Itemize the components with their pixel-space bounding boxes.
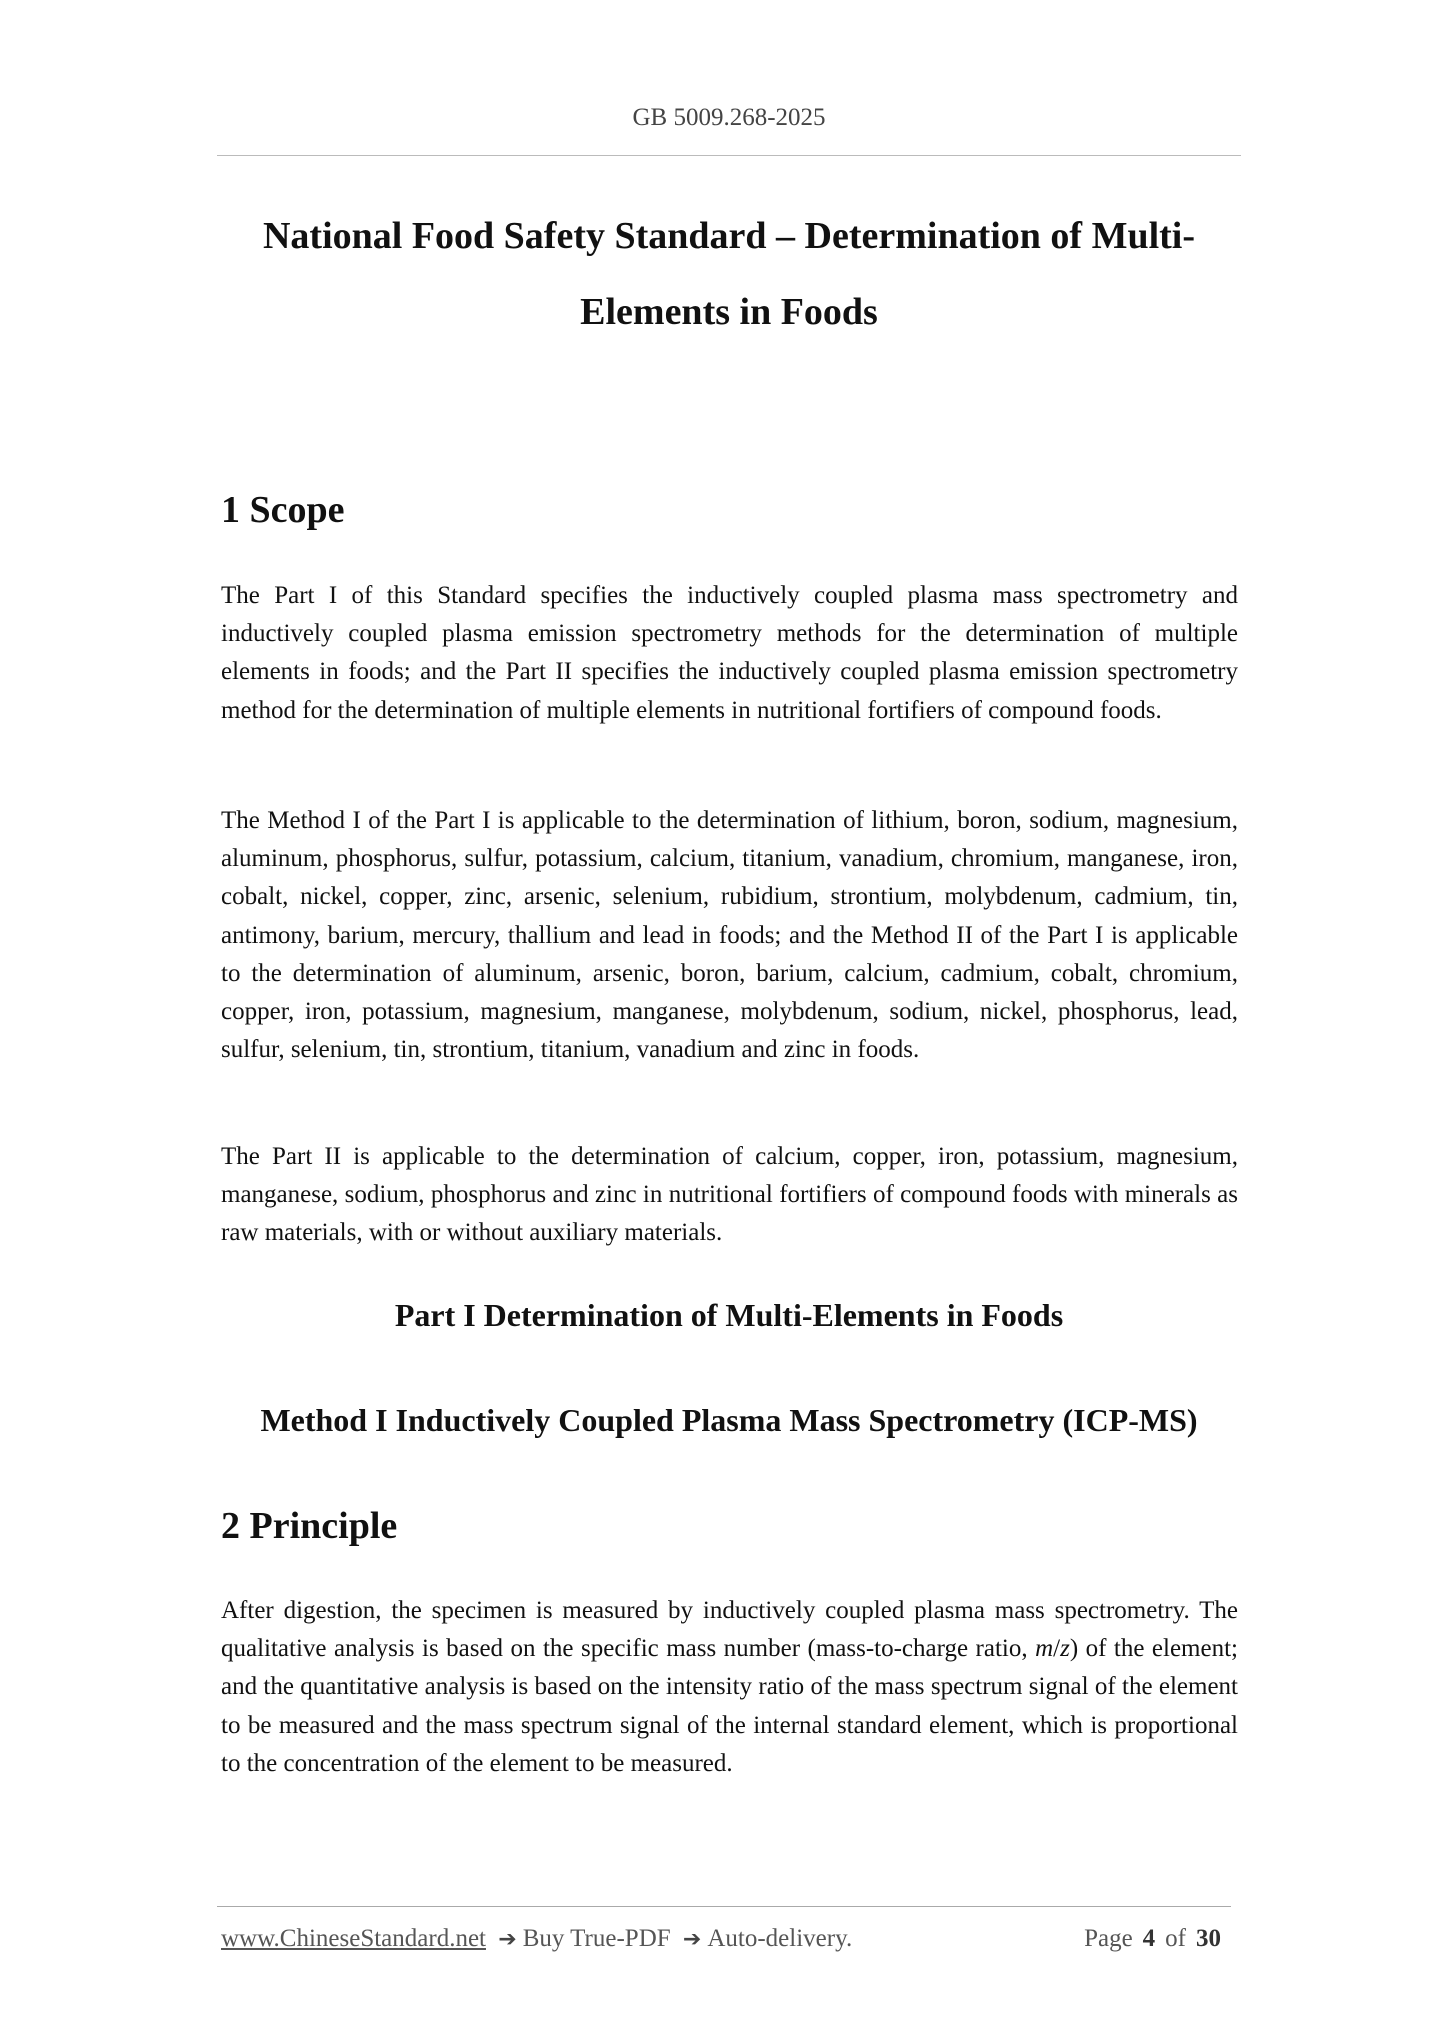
footer-divider [217, 1906, 1231, 1907]
ratio-slash: / [1053, 1635, 1061, 1663]
section-2-heading: 2 Principle [221, 1505, 398, 1547]
method-1-heading: Method I Inductively Coupled Plasma Mass Spectrometry (ICP-MS) [260, 1402, 1198, 1438]
scope-paragraph-3: The Part II is applicable to the determination of calcium, copper, iron, potassium, magnesium, manganese, sodium, phosphorus and zinc in nutritional fortifiers of compound foods with minerals as raw materials, with or without auxiliary materials. [221, 1143, 1238, 1247]
scope-paragraph-1: The Part I of this Standard specifies the inductively coupled plasma mass spectrometry and inductively coupled plasma emission spectrometry methods for the determination of multiple elements in foods; and the Part II specifies the inductively coupled plasma emission spectrometry method for the determination of multiple elements in nutritional fortifiers of compound foods. [221, 582, 1238, 724]
footer-left [221, 1925, 852, 1953]
italic-m: m [1035, 1635, 1054, 1663]
page-total: 30 [1196, 1925, 1221, 1952]
italic-z: z [1060, 1635, 1070, 1663]
auto-delivery-text: Auto-delivery. [707, 1925, 853, 1952]
page-label: Page [1084, 1925, 1133, 1952]
part-1-heading: Part I Determination of Multi-Elements in Foods [394, 1297, 1064, 1333]
document-title [217, 198, 1241, 350]
principle-text-after: ) of the element; and the quantitative analysis is based on the intensity ratio of the mass spectrum signal of the element to be measured and the mass spectrum signal of the internal standard element, which is proportional to the concentration of the element to be measured. [221, 1635, 1238, 1777]
header-divider [217, 155, 1241, 156]
title-line-2: Elements in Foods [580, 291, 878, 333]
page-number [1084, 1925, 1231, 1953]
website-link[interactable]: www.ChineseStandard.net [221, 1925, 486, 1952]
title-line-1: National Food Safety Standard – Determination of Multi- [262, 215, 1196, 257]
arrow-right-icon: ➔ [498, 1927, 517, 1952]
section-1-heading: 1 Scope [221, 489, 345, 531]
principle-paragraph [221, 1592, 1238, 1783]
buy-true-pdf-text: Buy True-PDF [522, 1925, 671, 1952]
footer [221, 1925, 1231, 1953]
page-current: 4 [1142, 1925, 1156, 1952]
principle-text-before: After digestion, the specimen is measured by inductively coupled plasma mass spectrometry. The qualitative analysis is based on the specific mass number (mass-to-charge ratio, [221, 1597, 1238, 1663]
header-standard-code: GB 5009.268-2025 [632, 104, 826, 131]
scope-paragraph-2: The Method I of the Part I is applicable to the determination of lithium, boron, sodium, magnesium, aluminum, phosphorus, sulfur, potassium, calcium, titanium, vanadium, chromium, manganese, iron, cobalt, nickel, copper, zinc, arsenic, selenium, rubidium, strontium, molybdenum, cadmium, tin, antimony, barium, mercury, thallium and lead in foods; and the Method II of the Part I is applicable to the determination of aluminum, arsenic, boron, barium, calcium, cadmium, cobalt, chromium, copper, iron, potassium, magnesium, manganese, molybdenum, sodium, nickel, phosphorus, lead, sulfur, selenium, tin, strontium, titanium, vanadium and zinc in foods. [221, 807, 1238, 1064]
arrow-right-icon: ➔ [682, 1927, 702, 1952]
page-of-label: of [1165, 1925, 1186, 1952]
